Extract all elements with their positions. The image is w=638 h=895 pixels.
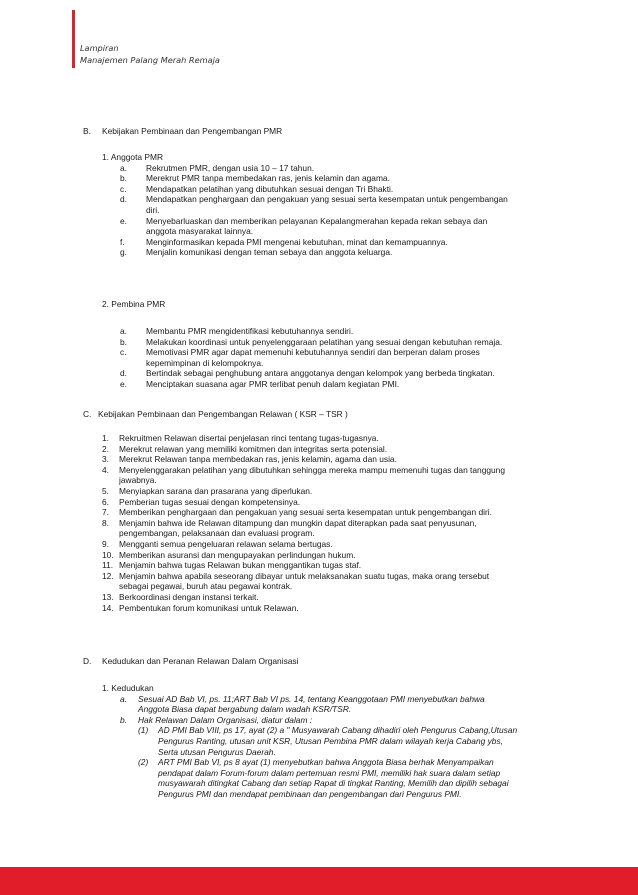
section-d-item-b-text: Hak Relawan Dalam Organisasi, diatur dalam : xyxy=(138,714,313,725)
section-b-sub1-item-text: diri. xyxy=(146,205,160,215)
section-d-item-a-text: Sesuai AD Bab VI, ps. 11;ART Bab VI ps. 14, tentang Keanggotaan PMI menyebutkan bahwa xyxy=(138,693,485,704)
section-b-letter: B. xyxy=(83,126,91,136)
section-d-item-a-text: Anggota Biasa dapat bergabung dalam wadah KSR/TSR. xyxy=(138,704,352,715)
section-c-item-text: jawabnya. xyxy=(119,475,157,486)
section-c-item-text: Menyiapkan sarana dan prasarana yang diperlukan. xyxy=(119,486,313,496)
section-b-sub1-item-label: a. xyxy=(120,162,127,173)
section-b-sub1-item-text: Menginformasikan kepada PMI mengenai kebutuhan, minat dan kemampuannya. xyxy=(146,236,448,247)
section-c-item-label: 1. xyxy=(102,433,109,443)
section-b-sub1-item-text: Menyebarluaskan dan memberikan pelayanan Kepalangmerahan kepada rekan sebaya dan xyxy=(146,215,488,226)
section-d-item-b1-text: Pengurus Ranting, utusan unit KSR, Utusan Pembina PMR dalam wilayah kerja Cabang ybs, xyxy=(158,736,503,746)
section-c-item-text: Menjamin bahwa ide Relawan ditampung dan mungkin dapat diterapkan pada saat penyusunan, xyxy=(119,517,477,528)
section-c-item-label: 8. xyxy=(102,517,109,528)
section-b-sub1-item-label: f. xyxy=(120,236,125,247)
section-d-sub1-title: 1. Kedudukan xyxy=(102,683,154,693)
section-c-item-text: Menjamin bahwa apabila seseorang dibayar untuk melaksanakan suatu tugas, maka orang tersebut xyxy=(119,570,490,581)
section-b-sub2-title: 2. Pembina PMR xyxy=(102,299,166,309)
header-accent-bar xyxy=(72,10,75,68)
section-d-item-b1-text: Serta utusan Pengurus Daerah. xyxy=(158,746,276,757)
section-d-item-b2-text: pendapat dalam Forum-forum dalam pertemuan resmi PMI, memiliki hak suara dalam setiap xyxy=(158,767,501,778)
section-b-sub1-item-text: Mendapatkan penghargaan dan pengakuan yang sesuai serta kesempatan untuk pengembangan xyxy=(146,194,508,205)
section-c-item-text: sebagai pegawai, buruh atau pegawai kontrak. xyxy=(119,581,293,592)
section-b-sub2-item-label: e. xyxy=(120,379,127,389)
section-b-sub2-item-text: Membantu PMR mengidentifikasi kebutuhannya sendiri. xyxy=(146,326,354,336)
section-b-sub1-item-text: Mendapatkan pelatihan yang dibutuhkan sesuai dengan Tri Bhakti. xyxy=(146,183,394,194)
section-b-sub2-item-text: Bertindak sebagai penghubung antara anggotanya dengan kelompok yang berbeda tingkatan. xyxy=(146,368,495,379)
section-d-item-b-label: b. xyxy=(120,714,127,725)
section-c-item-label: 12. xyxy=(102,570,114,581)
section-b-sub1-item-text: anggota masyarakat lainnya. xyxy=(146,226,254,237)
section-c-item-text: Menyelenggarakan pelatihan yang dibutuhkan sehingga mereka mampu memenuhi tugas dan tanggung xyxy=(119,464,505,475)
page-header xyxy=(80,43,220,66)
section-b-sub1-item-label: b. xyxy=(120,173,127,184)
section-c-item-label: 4. xyxy=(102,464,109,475)
section-c-item-label: 11. xyxy=(102,560,114,571)
section-c-item-label: 13. xyxy=(102,592,114,602)
section-b-sub2-item-label: b. xyxy=(120,336,127,347)
section-d-item-b2-text: musyawarah ditingkat Cabang dan setiap Rapat di tingkat Ranting, Memilih dan dipilih sebagai xyxy=(158,778,509,789)
section-b-sub1-item-label: c. xyxy=(120,183,127,194)
section-d-letter: D. xyxy=(83,656,92,666)
section-c-item-text: Merekrut relawan yang memiliki komitmen dan integritas serta potensial. xyxy=(119,443,388,454)
section-c-item-label: 5. xyxy=(102,486,109,496)
section-b-title: Kebijakan Pembinaan dan Pengembangan PMR xyxy=(102,126,283,136)
section-d-item-b1-text: AD PMI Bab VIII, ps 17, ayat (2) a " Musyawarah Cabang dihadiri oleh Pengurus Cabang,Utusan xyxy=(158,725,518,736)
section-c-item-text: Menjamin bahwa tugas Relawan bukan menggantikan tugas staf. xyxy=(119,560,362,571)
section-b-sub1-item-label: e. xyxy=(120,215,127,226)
section-d-item-b2-text: ART PMI Bab VI, ps 8 ayat (1) menyebutkan bahwa Anggota Biasa berhak Menyampaikan xyxy=(158,757,494,768)
section-c-item-label: 6. xyxy=(102,496,109,507)
section-b-sub1-item-label: g. xyxy=(120,247,127,258)
section-b-sub1-item-text: Merekrut PMR tanpa membedakan ras, jenis kelamin dan agama. xyxy=(146,173,390,184)
header-line-2: Manajemen Palang Merah Remaja xyxy=(80,54,220,65)
section-c-item-text: Pemberian tugas sesuai dengan kompetensinya. xyxy=(119,496,301,507)
section-b-sub1-item-text: Rekrutmen PMR, dengan usia 10 – 17 tahun. xyxy=(146,162,315,173)
section-d-item-b1-label: (1) xyxy=(138,725,149,736)
section-b-sub1-item-text: Menjalin komunikasi dengan teman sebaya dan anggota keluarga. xyxy=(146,247,393,258)
section-c-item-label: 3. xyxy=(102,454,109,465)
section-c-title: Kebijakan Pembinaan dan Pengembangan Relawan ( KSR – TSR ) xyxy=(98,409,348,419)
section-b-sub2-item-text: Melakukan koordinasi untuk penyelenggaraan pelatihan yang sesuai dengan kebutuhan remaja. xyxy=(146,336,503,347)
section-c-item-label: 7. xyxy=(102,507,109,518)
section-c-letter: C. xyxy=(83,409,92,419)
section-b-sub1-item-label: d. xyxy=(120,194,127,205)
section-c-item-label: 10. xyxy=(102,549,114,560)
section-c-item-label: 14. xyxy=(102,602,114,613)
section-c-item-label: 9. xyxy=(102,539,109,549)
section-c-item-text: Merekrut Relawan tanpa membedakan ras, jenis kelamin, agama dan usia. xyxy=(119,454,397,465)
section-b-sub1-title: 1. Anggota PMR xyxy=(102,152,163,162)
section-c-item-text: Memberikan asuransi dan mengupayakan perlindungan hukum. xyxy=(119,549,356,560)
section-b-sub2-item-text: Menciptakan suasana agar PMR terlibat penuh dalam kegiatan PMI. xyxy=(146,379,400,389)
section-b-sub2-item-label: a. xyxy=(120,326,127,336)
section-b-sub2-item-label: d. xyxy=(120,368,127,379)
section-b-sub2-item-text: kepemimpinan di kelompoknya. xyxy=(146,357,264,368)
section-c-item-text: Pembentukan forum komunikasi untuk Relawan. xyxy=(119,602,299,613)
section-c-item-text: Memberikan penghargaan dan pengakuan yang sesuai serta kesempatan untuk pengembangan diri. xyxy=(119,507,492,518)
section-c-item-text: Berkoordinasi dengan instansi terkait. xyxy=(119,592,259,602)
section-b-sub2-item-label: c. xyxy=(120,347,127,358)
section-c-item-label: 2. xyxy=(102,443,109,454)
section-c-item-text: Rekruitmen Relawan disertai penjelasan rinci tentang tugas-tugasnya. xyxy=(119,433,379,443)
section-d-item-b2-text: Pengurus PMI dan mendapat pembinaan dan pengembangan dari Pengurus PMI. xyxy=(158,789,462,799)
section-c-item-text: Mengganti semua pengeluaran relawan selama bertugas. xyxy=(119,539,333,549)
header-line-1: Lampiran xyxy=(80,43,119,53)
section-c-item-text: pengembangan, pelaksanaan dan evaluasi program. xyxy=(119,528,315,539)
section-d-item-b2-label: (2) xyxy=(138,757,149,768)
footer-bar xyxy=(0,867,638,895)
section-d-title: Kedudukan dan Peranan Relawan Dalam Organisasi xyxy=(102,656,299,666)
section-d-item-a-label: a. xyxy=(120,693,127,704)
section-b-sub2-item-text: Memotivasi PMR agar dapat memenuhi kebutuhannya sendiri dan berperan dalam proses xyxy=(146,347,480,358)
